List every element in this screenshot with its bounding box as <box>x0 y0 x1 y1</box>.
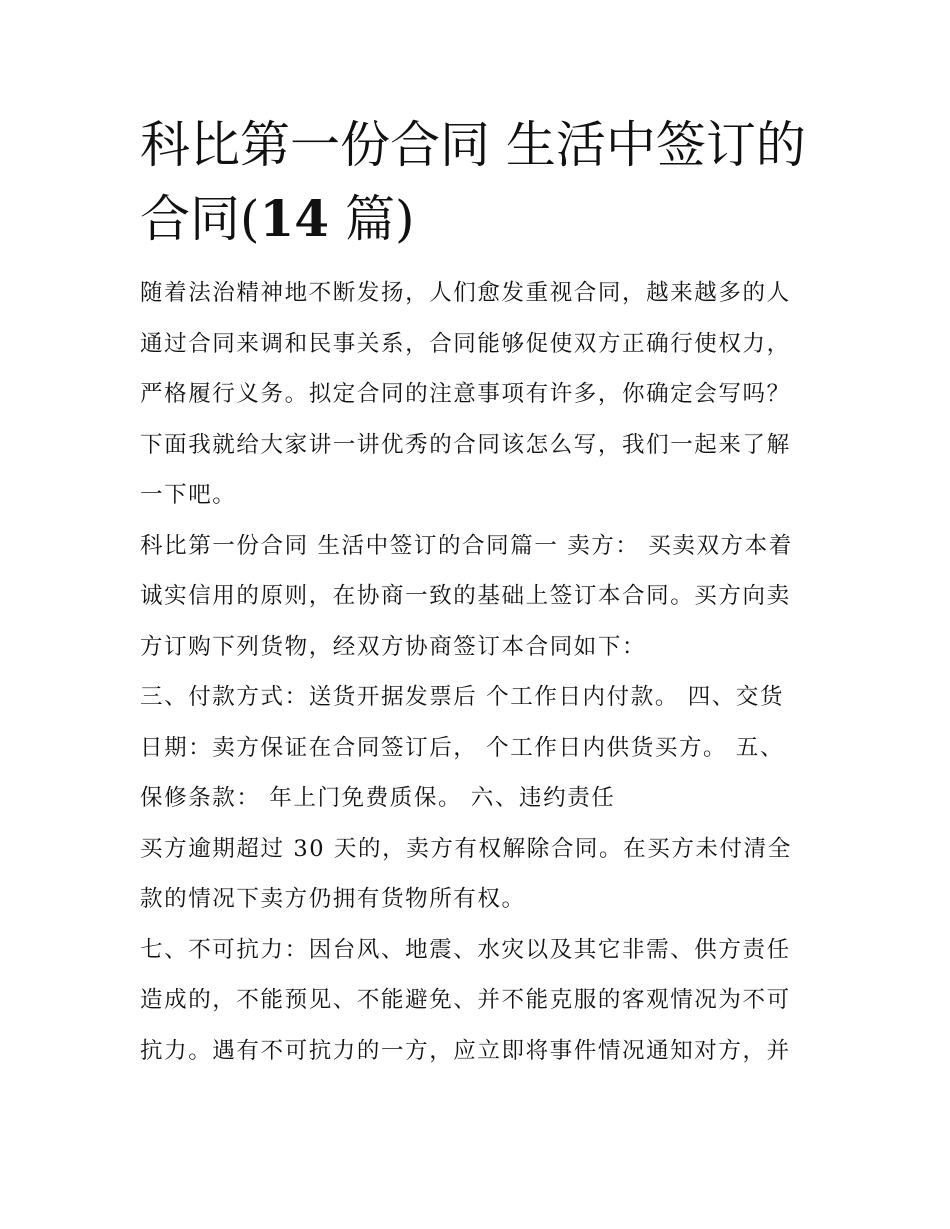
paragraph-contract-intro <box>140 521 820 673</box>
paragraph-force-majeure <box>140 925 820 1077</box>
text-line: 下面我就给大家讲一讲优秀的合同该怎么写，我们一起来了解 <box>140 431 791 458</box>
text-line: 三、付款方式：送货开据发票后 个工作日内付款。 四、交货 <box>140 684 785 710</box>
text-line: 科比第一份合同 生活中签订的合同篇一 卖方： 买卖双方本着 <box>140 532 793 559</box>
text-line: 一下吧。 <box>140 482 237 508</box>
text-line: 造成的，不能预见、不能避免、并不能克服的客观情况为不可 <box>140 987 791 1013</box>
title-line-1: 科比第一份合同 生活中签订的 <box>140 116 806 174</box>
text-line: 保修条款： 年上门免费质保。 六、违约责任 <box>140 785 616 811</box>
title-spacer <box>140 256 820 268</box>
text-line: 款的情况下卖方仍拥有货物所有权。 <box>140 886 526 912</box>
text-line: 随着法治精神地不断发扬，人们愈发重视合同，越来越多的人 <box>140 280 791 306</box>
text-line: 方订购下列货物，经双方协商签订本合同如下： <box>140 633 647 660</box>
text-line: 抗力。遇有不可抗力的一方，应立即将事件情况通知对方，并 <box>140 1037 791 1064</box>
text-line: 买方逾期超过 30 天的，卖方有权解除合同。在买方未付清全 <box>140 835 792 862</box>
document-content <box>140 108 820 1076</box>
text-line: 严格履行义务。拟定合同的注意事项有许多，你确定会写吗？ <box>140 381 791 407</box>
title-count: 14 <box>259 189 330 248</box>
document-title <box>140 108 820 256</box>
paragraph-intro <box>140 268 820 521</box>
text-line: 诚实信用的原则，在协商一致的基础上签订本合同。买方向卖 <box>140 583 791 609</box>
title-line-2 <box>140 182 820 256</box>
title-line-2-suffix: 篇) <box>329 190 415 248</box>
title-line-2-prefix: 合同( <box>140 190 260 248</box>
paragraph-breach <box>140 824 820 925</box>
text-line: 日期：卖方保证在合同签订后， 个工作日内供货买方。 五、 <box>140 734 785 761</box>
text-line: 七、不可抗力：因台风、地震、水灾以及其它非需、供方责任 <box>140 936 791 963</box>
text-line: 通过合同来调和民事关系，合同能够促使双方正确行使权力， <box>140 330 791 357</box>
paragraph-payment-terms <box>140 672 820 824</box>
